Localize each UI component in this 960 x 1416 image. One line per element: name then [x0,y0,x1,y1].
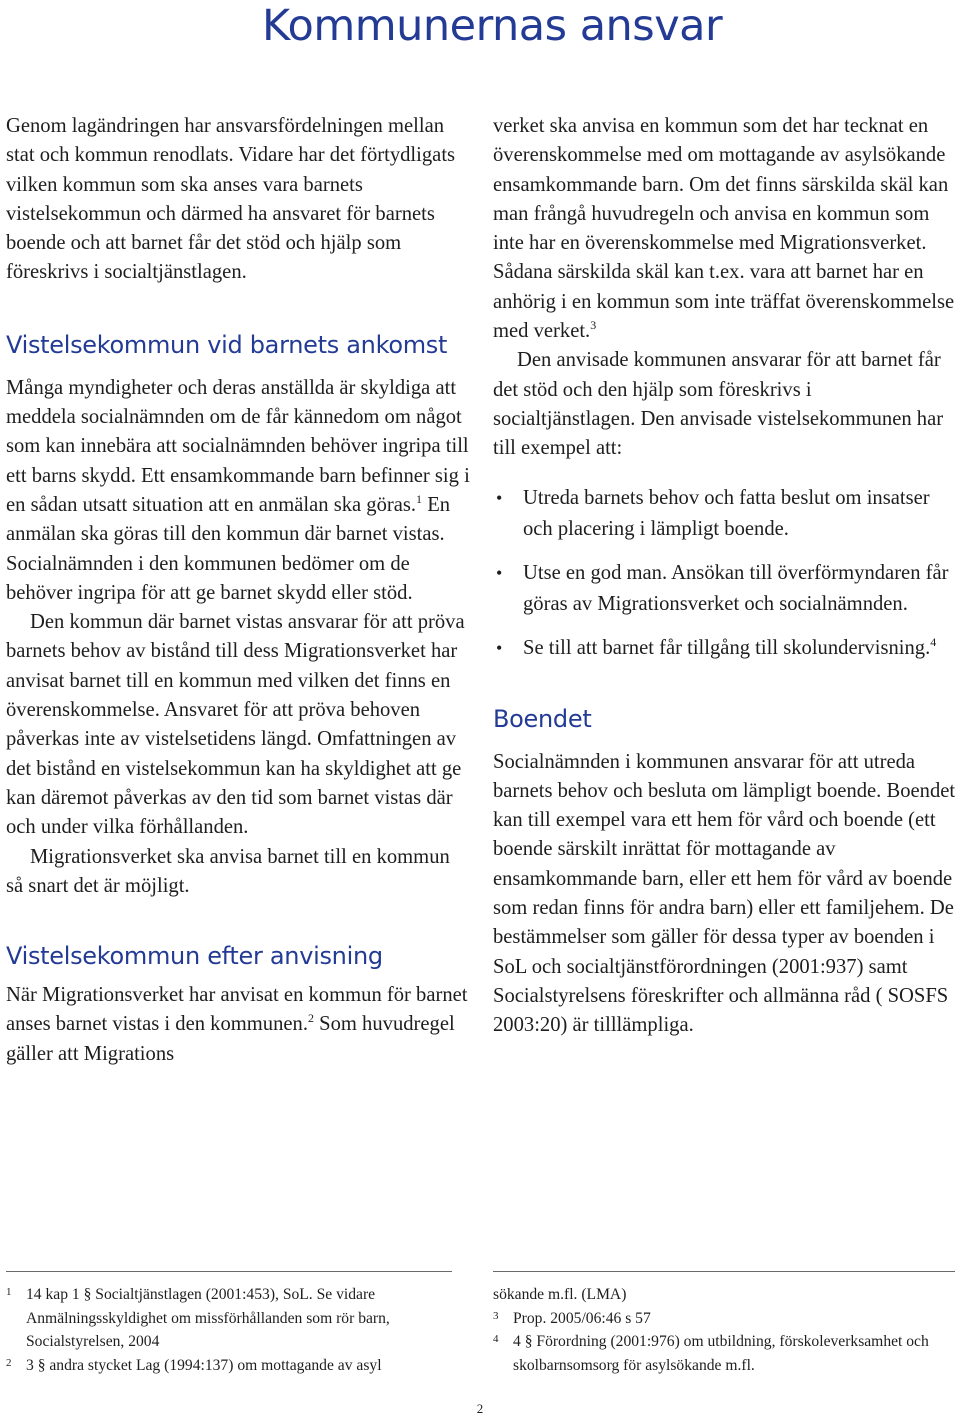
list-item-text: Utse en god man. Ansökan till överförmyndaren får göras av Migrationsverket och socialnämnden. [523,561,949,615]
list-item [493,633,959,664]
paragraph-responsibility: Den kommun där barnet vistas ansvarar för att pröva barnets behov av bistånd till dess Migrationsverket har anvisat barnet till en kommun med vilken det finns en överenskommelse. Ansvaret för att pröva behoven påverkas inte av vistelsetidens längd. Omfattningen av det bistånd en vistelsekommun kan ha skyldighet att ge kan däremot påverkas av den tid som barnet vistas där och under vilka förhållanden. [6,611,465,839]
paragraph-housing: Socialnämnden i kommunen ansvarar för att utreda barnets behov och besluta om lämpligt boende. Boendet kan till exempel vara ett hem för vård och boende (ett boende särskilt inrättat för mottagande av ensamkommande barn, eller ett hem för vård av boende som redan finns för andra barn) eller ett familjehem. De bestämmelser som gäller för dessa typer av boenden i SoL och socialtjänstförordningen (2001:937) samt Socialstyrelsens föreskrifter och allmänna råd ( SOSFS 2003:20) är tilllämpliga. [493,750,956,1037]
list-item-text: Utreda barnets behov och fatta beslut om insatser och placering i lämpligt boende. [523,486,930,540]
bullet-icon: • [496,562,503,583]
footnotes-left [6,1283,476,1377]
paragraph-report-text-b: En anmälan ska göras till den kommun där barnet vistas. Socialnämnden i den kommunen bedömer om de behöver ingripa för att ge barnet skydd eller stöd. [6,493,451,604]
footnote-3 [493,1307,959,1331]
footnote-number: 4 [493,1333,499,1345]
footnote-number: 2 [6,1356,12,1369]
section-heading-arrival: Vistelsekommun vid barnets ankomst [6,330,448,359]
paragraph-after-assignment-text-a: När Migrationsverket har anvisat en kommun för barnet anses barnet vistas i den kommunen. [6,984,468,1036]
right-column [493,112,959,1041]
footnote-ref-1[interactable]: 1 [416,492,423,507]
paragraph-main-rule [493,112,959,346]
paragraph-report-text-a: Många myndigheter och deras anställda är skyldiga att meddela socialnämnden om de får kännedom om något som kan innebära att socialnämnden behöver ingripa till ett barns skydd. Ett ensamkommande barn befinner sig i en sådan utsatt situation att en anmälan ska göras. [6,376,470,516]
bullet-icon: • [496,637,503,658]
paragraph-assignment: Migrationsverket ska anvisa barnet till en kommun så snart det är möjligt. [6,845,450,897]
duties-list [493,483,959,664]
footnote-divider-right [493,1271,955,1272]
section-heading-housing: Boendet [493,704,592,733]
left-column [6,112,472,1069]
section-heading-after-assignment: Vistelsekommun efter anvisning [6,942,383,971]
footnote-text: 3 § andra stycket Lag (1994:137) om mottagande av asyl [26,1356,382,1374]
footnote-text: 4 § Förordning (2001:976) om utbildning, förskoleverksamhet och skolbarnsomsorg för asylsökande m.fl. [513,1333,929,1374]
footnote-1 [6,1283,476,1354]
footnote-4 [493,1330,959,1377]
list-item [493,483,959,545]
footnotes-right [493,1283,959,1377]
page-title: Kommunernas ansvar [262,1,723,51]
paragraph-assigned-municipality: Den anvisade kommunen ansvarar för att barnet får det stöd och den hjälp som föreskrivs i socialtjänstlagen. Den anvisade vistelsekommunen har till exempel att: [493,349,944,460]
paragraph-main-rule-text: verket ska anvisa en kommun som det har tecknat en överenskommelse med om mottagande av asylsökande ensamkommande barn. Om det finns särskilda skäl kan man frångå huvudregeln och anvisa en kommun som inte har en överenskommelse med Migrationsverket. Sådana särskilda skäl kan t.ex. vara att barnet har en anhörig i en kommun som inte träffat överenskommelse med verket. [493,115,955,343]
bullet-icon: • [496,487,503,508]
footnote-text: Prop. 2005/06:46 s 57 [513,1309,651,1327]
footnote-2-continued: sökande m.fl. (LMA) [493,1286,627,1303]
footnote-ref-2[interactable]: 2 [307,1011,314,1026]
paragraph-report [6,374,472,608]
intro-paragraph: Genom lagändringen har ansvarsfördelningen mellan stat och kommun renodlats. Vidare har det förtydligats vilken kommun som ska anses vara barnets vistelsekommun och därmed ha ansvaret för barnets boende och att barnet får det stöd och hjälp som föreskrivs i socialtjänstlagen. [6,115,456,284]
paragraph-after-assignment-text-b: Som huvudregel gäller att Migrations [6,1013,455,1065]
paragraph-after-assignment [6,981,472,1069]
list-item [493,558,959,620]
footnote-ref-3[interactable]: 3 [590,318,597,333]
footnote-divider-left [6,1271,452,1272]
footnote-text: 14 kap 1 § Socialtjänstlagen (2001:453), SoL. Se vidare Anmälningsskyldighet om missförhållanden som rör barn, Socialstyrelsen, 2004 [26,1286,390,1350]
footnote-ref-4[interactable]: 4 [930,634,937,649]
footnote-number: 1 [6,1286,12,1298]
footnote-2 [6,1354,476,1378]
footnote-number: 3 [493,1309,499,1322]
page-number: 2 [476,1401,484,1416]
list-item-text: Se till att barnet får tillgång till skolundervisning. [523,636,931,659]
